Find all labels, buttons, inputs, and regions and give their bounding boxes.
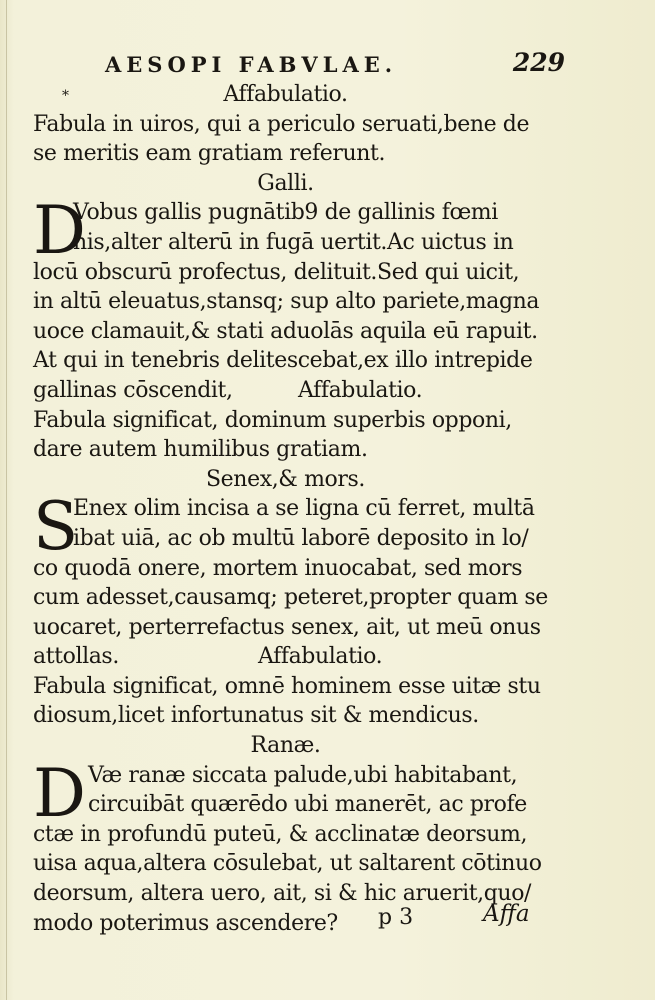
text-line: cum adesset,causamq; peteret,propter quam se xyxy=(33,585,548,611)
text-line: locū obscurū profectus, delituit.Sed qui uicit, xyxy=(33,259,520,285)
heading-senex-mors: Senex,& mors. xyxy=(206,466,365,492)
page-header xyxy=(105,48,565,80)
text-line: ctæ in profundū puteū, & acclinatæ deorsum, xyxy=(33,821,528,847)
text-line: Vobus gallis pugnātib9 de gallinis fœmi xyxy=(73,200,498,226)
drop-capital: S xyxy=(33,488,79,566)
fable-galli xyxy=(33,192,538,270)
text-line: in altū eleuatus,stansq; sup alto pariete,magna xyxy=(33,289,540,315)
text-line: dare autem humilibus gratiam. xyxy=(33,437,368,463)
marginal-mark: * xyxy=(62,88,69,104)
heading-ranae: Ranæ. xyxy=(250,733,321,759)
catchword: Affa xyxy=(483,901,530,927)
drop-capital: D xyxy=(33,192,86,270)
text-line: At qui in tenebris delitescebat,ex illo intrepide xyxy=(33,348,533,374)
heading-affabulatio: Affabulatio. xyxy=(298,377,423,403)
text-line: uoce clamauit,& stati aduolās aquila eū rapuit. xyxy=(33,318,538,344)
text-line: Fabula significat, dominum superbis opponi, xyxy=(33,407,512,433)
text-line: ibat uiā, ac ob multū laborē deposito in lo/ xyxy=(73,525,529,551)
drop-capital: D xyxy=(33,754,86,832)
text-line: circuibāt quærēdo ubi manerēt, ac profe xyxy=(88,792,527,818)
page-number: 229 xyxy=(512,48,565,77)
text-line: Fabula significat, omnē hominem esse uitæ stu xyxy=(33,673,541,699)
text-line xyxy=(33,376,538,406)
heading-affabulatio: Affabulatio. xyxy=(258,644,383,670)
text-line: Enex olim incisa a se ligna cū ferret, multā xyxy=(73,496,535,522)
text-line xyxy=(33,642,538,672)
text-line: uocaret, perterrefactus senex, ait, ut meū onus xyxy=(33,614,541,640)
fable-ranae xyxy=(33,754,538,832)
text-line: nis,alter alterū in fugā uertit.Ac uictus in xyxy=(73,229,514,255)
page-edge xyxy=(6,0,7,1000)
heading-affabulatio: Affabulatio. xyxy=(223,82,348,107)
text-fragment: gallinas cōscendit, xyxy=(33,377,233,403)
text-line: se meritis eam gratiam referunt. xyxy=(33,141,386,167)
text-line: co quodā onere, mortem inuocabat, sed mors xyxy=(33,555,523,581)
text-fragment: attollas. xyxy=(33,644,119,670)
text-line: Fabula in uiros, qui a periculo seruati,bene de xyxy=(33,111,530,137)
running-head: AESOPI FABVLAE. xyxy=(105,52,398,77)
page-footer xyxy=(378,901,548,945)
text-line: deorsum, altera uero, ait, si & hic aruerit,quo/ xyxy=(33,881,532,907)
text-line: diosum,licet infortunatus sit & mendicus. xyxy=(33,703,479,729)
text-block xyxy=(33,80,548,938)
fable-senex xyxy=(33,488,538,566)
text-line: modo poterimus ascendere? xyxy=(33,910,338,936)
text-line: Væ ranæ siccata palude,ubi habitabant, xyxy=(88,762,518,788)
signature-mark: p 3 xyxy=(378,905,414,930)
heading-galli: Galli. xyxy=(257,170,314,196)
text-line: uisa aqua,altera cōsulebat, ut saltarent cōtinuo xyxy=(33,851,542,877)
